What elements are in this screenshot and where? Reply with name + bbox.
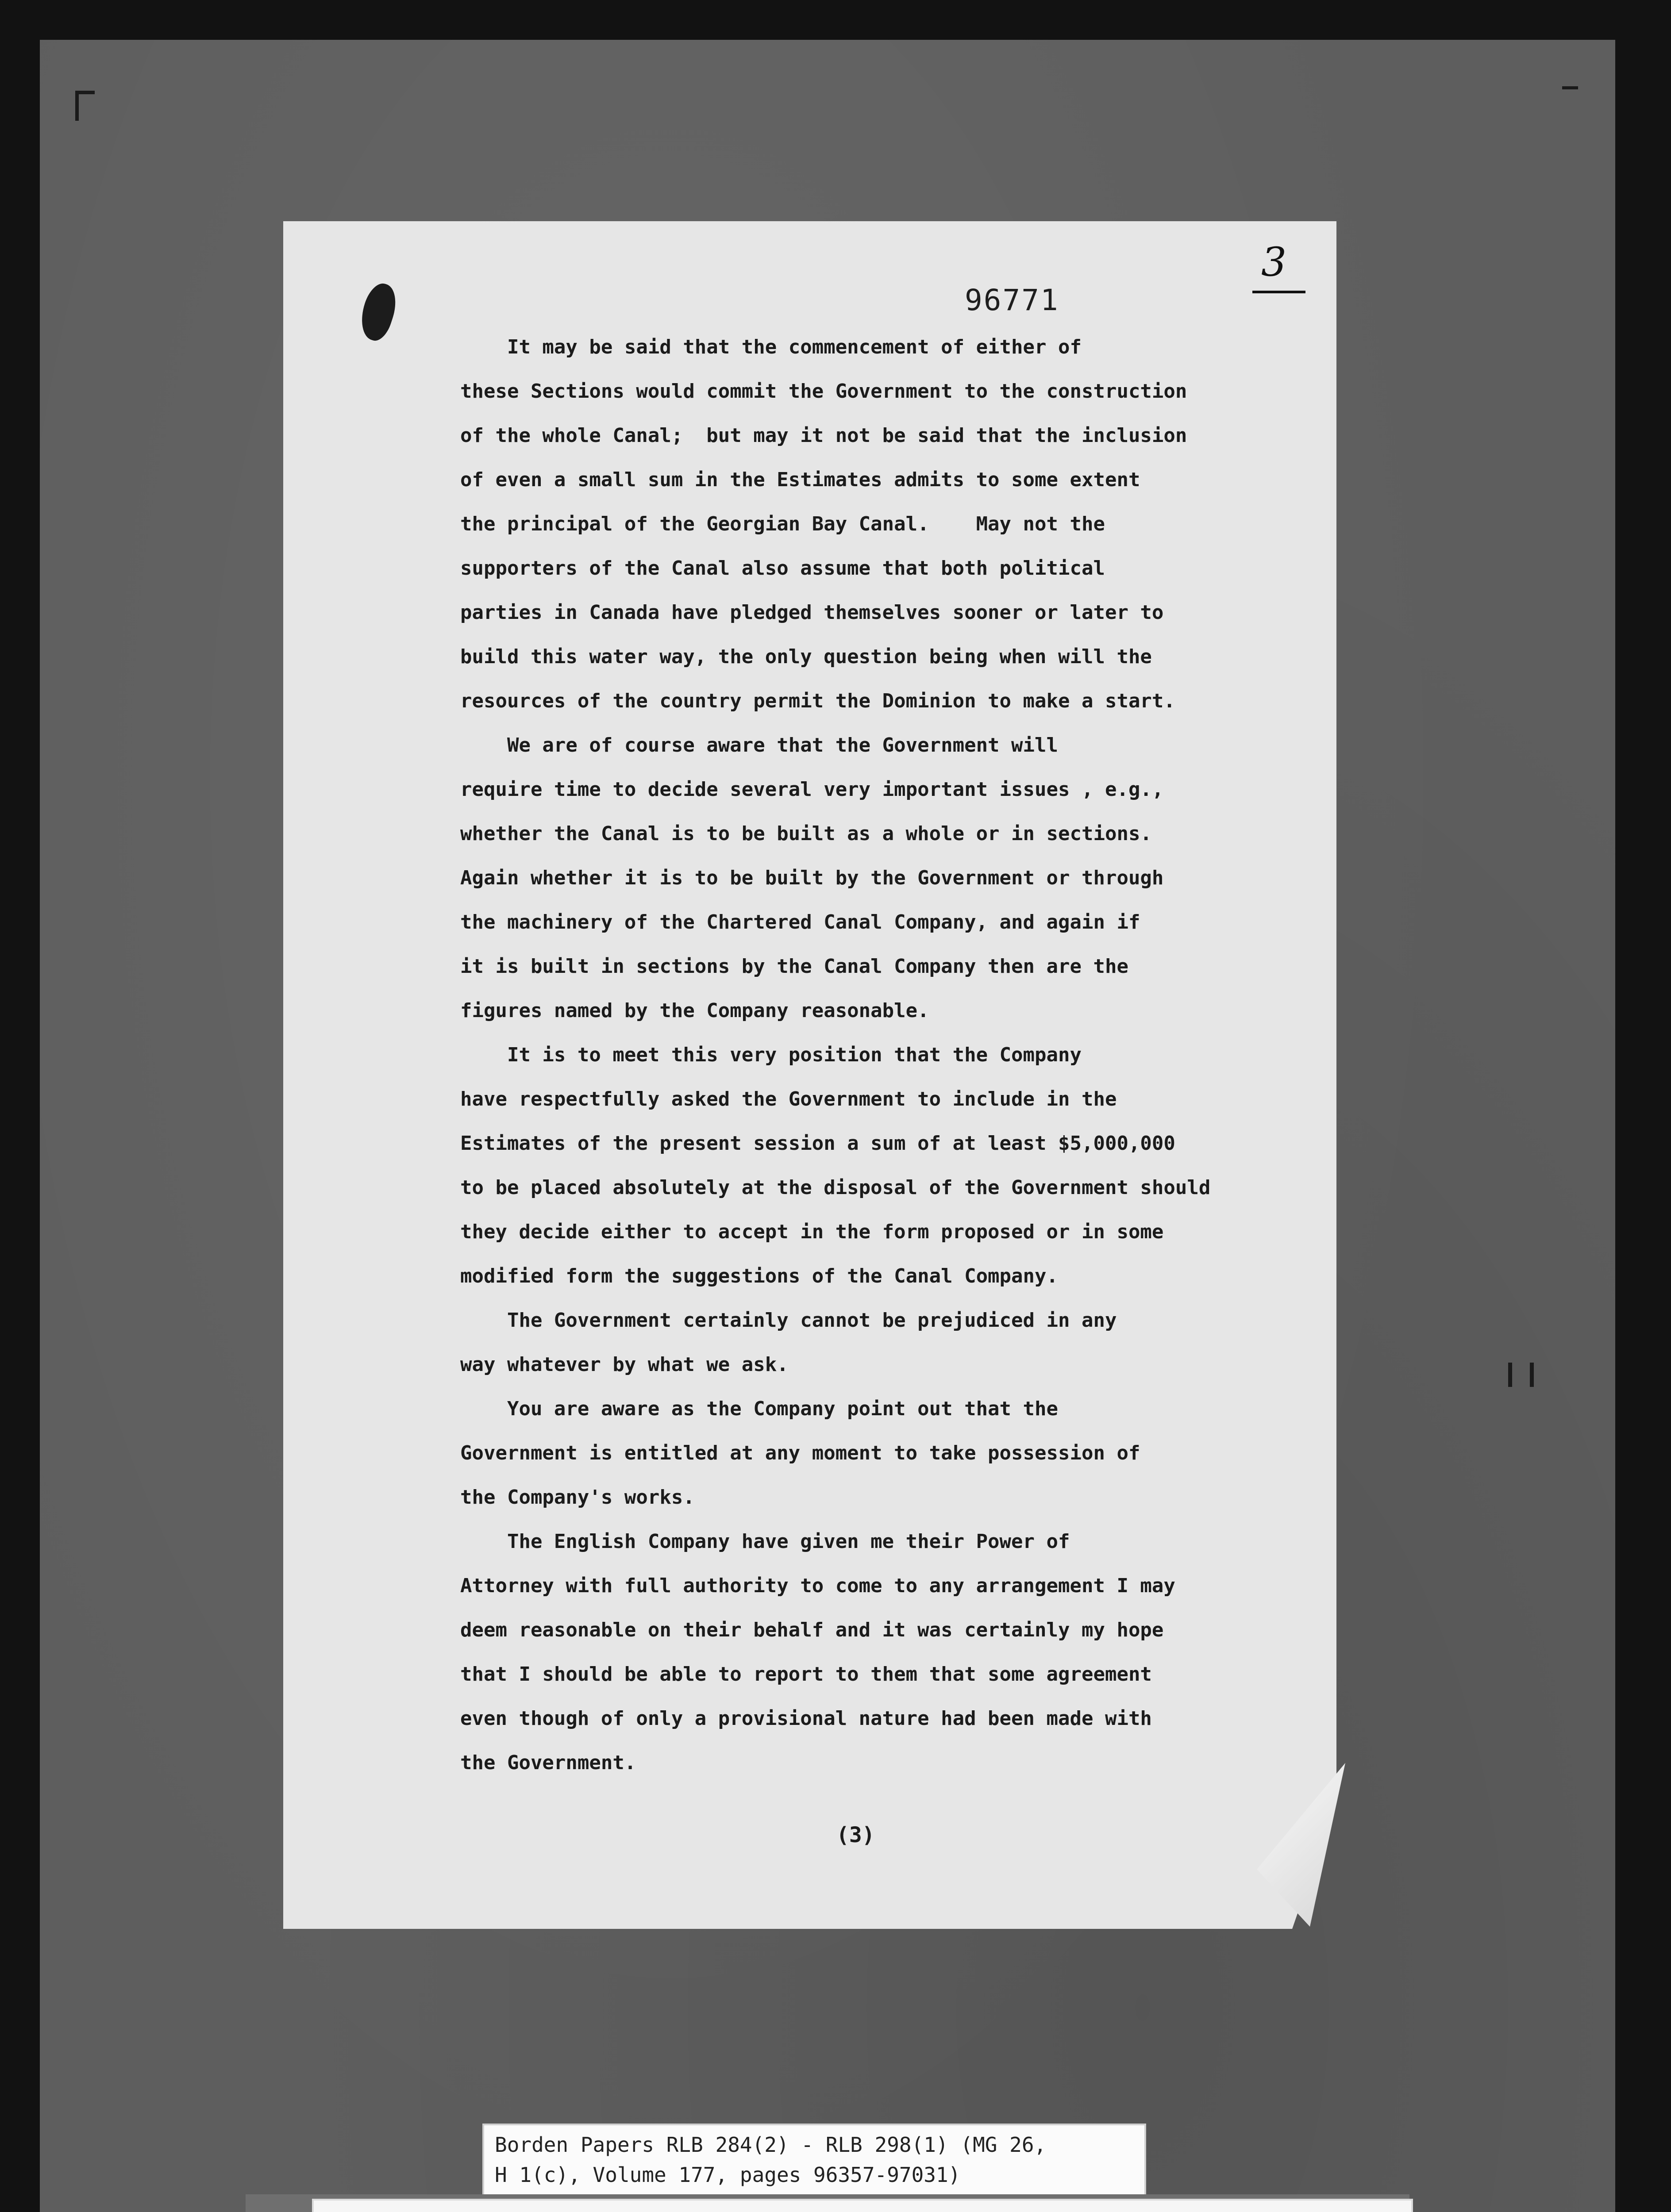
archives-placard bbox=[312, 2199, 1413, 2212]
text-line: Attorney with full authority to come to any arrangement I may bbox=[460, 1575, 1175, 1597]
text-line: The English Company have given me their Power of bbox=[460, 1530, 1070, 1553]
text-line: to be placed absolutely at the disposal of the Government should bbox=[460, 1176, 1211, 1199]
text-line: deem reasonable on their behalf and it was certainly my hope bbox=[460, 1619, 1164, 1641]
text-line: parties in Canada have pledged themselves sooner or later to bbox=[460, 601, 1164, 624]
text-line: the Company's works. bbox=[460, 1486, 695, 1509]
paragraph bbox=[460, 325, 1301, 723]
text-line: supporters of the Canal also assume that both political bbox=[460, 557, 1105, 580]
text-line: the principal of the Georgian Bay Canal. May not the bbox=[460, 513, 1105, 535]
paragraph bbox=[460, 1520, 1301, 1785]
text-line: Government is entitled at any moment to take possession of bbox=[460, 1442, 1140, 1464]
text-line: You are aware as the Company point out that the bbox=[460, 1398, 1059, 1420]
text-line: Estimates of the present session a sum of at least $5,000,000 bbox=[460, 1132, 1175, 1155]
handwritten-page-number: 3 bbox=[1261, 239, 1287, 285]
paragraph bbox=[460, 1387, 1301, 1520]
page-footer-number: (3) bbox=[836, 1823, 875, 1847]
citation-line: Borden Papers RLB 284(2) - RLB 298(1) (MG 26, bbox=[495, 2133, 1047, 2157]
text-line: build this water way, the only question being when will the bbox=[460, 645, 1152, 668]
frame-dash-mark bbox=[1562, 86, 1578, 89]
text-line: way whatever by what we ask. bbox=[460, 1353, 789, 1376]
citation-label bbox=[482, 2124, 1146, 2203]
text-line: We are of course aware that the Government will bbox=[460, 734, 1059, 757]
text-line: have respectfully asked the Government to include in the bbox=[460, 1088, 1117, 1110]
text-line: resources of the country permit the Dominion to make a start. bbox=[460, 690, 1175, 712]
letter-body bbox=[460, 325, 1301, 1785]
corner-crop-mark bbox=[75, 91, 95, 121]
text-line: modified form the suggestions of the Canal Company. bbox=[460, 1265, 1059, 1287]
paragraph bbox=[460, 1033, 1301, 1298]
text-line: It may be said that the commencement of either of bbox=[460, 336, 1082, 358]
text-line: it is built in sections by the Canal Company then are the bbox=[460, 955, 1128, 978]
text-line: require time to decide several very important issues , e.g., bbox=[460, 778, 1164, 801]
text-line: of even a small sum in the Estimates admits to some extent bbox=[460, 469, 1140, 491]
paragraph bbox=[460, 1298, 1301, 1387]
text-line: whether the Canal is to be built as a whole or in sections. bbox=[460, 822, 1152, 845]
text-line: Again whether it is to be built by the Government or through bbox=[460, 867, 1164, 889]
text-line: figures named by the Company reasonable. bbox=[460, 999, 929, 1022]
paragraph bbox=[460, 723, 1301, 1033]
text-line: these Sections would commit the Government to the construction bbox=[460, 380, 1187, 403]
text-line: the machinery of the Chartered Canal Company, and again if bbox=[460, 911, 1140, 933]
document-number: 96771 bbox=[965, 283, 1059, 317]
text-line: the Government. bbox=[460, 1751, 636, 1774]
text-line: It is to meet this very position that the Company bbox=[460, 1044, 1082, 1066]
text-line: of the whole Canal; but may it not be said that the inclusion bbox=[460, 424, 1187, 447]
citation-line: H 1(c), Volume 177, pages 96357-97031) bbox=[495, 2163, 961, 2187]
text-line: even though of only a provisional nature had been made with bbox=[460, 1707, 1152, 1730]
text-line: that I should be able to report to them that some agreement bbox=[460, 1663, 1152, 1686]
text-line: The Government certainly cannot be prejudiced in any bbox=[460, 1309, 1117, 1332]
frame-tick-mark bbox=[1508, 1363, 1534, 1387]
text-line: they decide either to accept in the form proposed or in some bbox=[460, 1221, 1164, 1243]
